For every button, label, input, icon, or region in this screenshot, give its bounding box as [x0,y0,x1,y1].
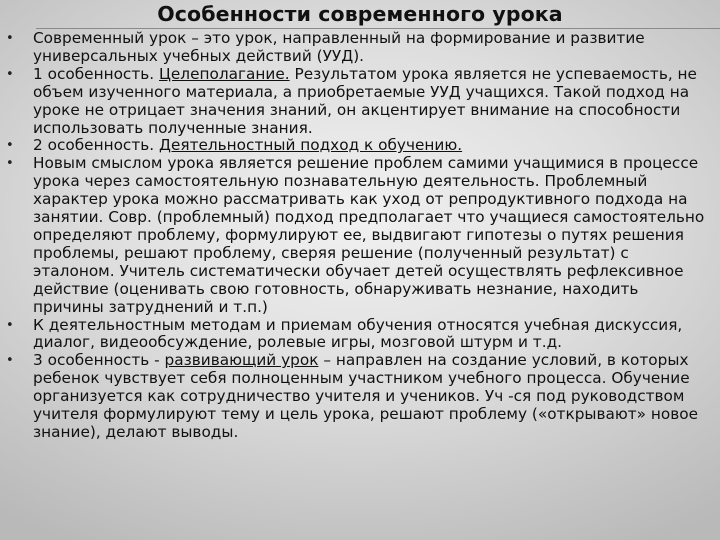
bullet-item [0,137,712,155]
bullet-dot-icon: • [6,317,14,333]
bullet-dot-icon: • [6,138,14,154]
bullet-text: 3 особенность - [33,351,165,370]
bullet-text-continued: – направлен на создание условий, в которых ребенок чувствует себя полноценным участником учебного процесса. Обучение организуется как сотрудничество учителя и учеников. Уч -ся под руководством учителя формулируют тему и цель урока, решают проблему («открывают» новое знание), делают выводы. [33,351,699,441]
bullet-dot-icon: • [6,156,14,172]
bullet-item [0,317,712,353]
bullet-text: Новым смыслом урока является решение проблем самими учащимися в процессе урока через самостоятельную познавательную деятельность. Проблемный характер урока можно рассматривать как уход от репродуктивного подхода на занятии. Совр. (проблемный) подход предполагает что учащиеся самостоятельно определяют проблему, формулируют ее, выдвигают гипотезы о путях решения проблемы, решают проблему, сверяя решение (полученный результат) с эталоном. Учитель систематически обучает детей осуществлять рефлексивное действие (оценивать свою готовность, обнаруживать незнание, находить причины затруднений и т.п.) [33,154,705,316]
slide-title: Особенности современного урока [157,2,563,26]
bullet-text: К деятельностным методам и приемам обучения относятся учебная дискуссия, диалог, видеообсуждение, ролевые игры, мозговой штурм и т.д. [33,315,683,352]
bullet-item [0,155,712,316]
bullet-item [0,66,712,138]
underlined-term: развивающий урок [164,351,319,370]
bullet-text: 2 особенность. [33,136,159,155]
bullet-item [0,30,712,66]
bullet-item [0,352,712,442]
bullet-dot-icon: • [6,353,14,369]
underlined-term: Деятельностный подход к обучению. [159,136,463,155]
bullet-dot-icon: • [6,31,14,46]
bullet-list [0,30,712,442]
bullet-dot-icon: • [6,66,14,82]
underlined-term: Целеполагание. [159,64,290,83]
bullet-text-continued: Результатом урока является не успеваемость, не объем изученного материала, а приобретаемые УУД учащихся. Такой подход на уроке не отрицает значения знаний, он акцентирует внимание на способности использовать полученные знания. [33,64,697,137]
bullet-text: 1 особенность. [33,64,159,83]
bullet-text: Современный урок – это урок, направленный на формирование и развитие универсальных учебных действий (УУД). [33,29,645,65]
